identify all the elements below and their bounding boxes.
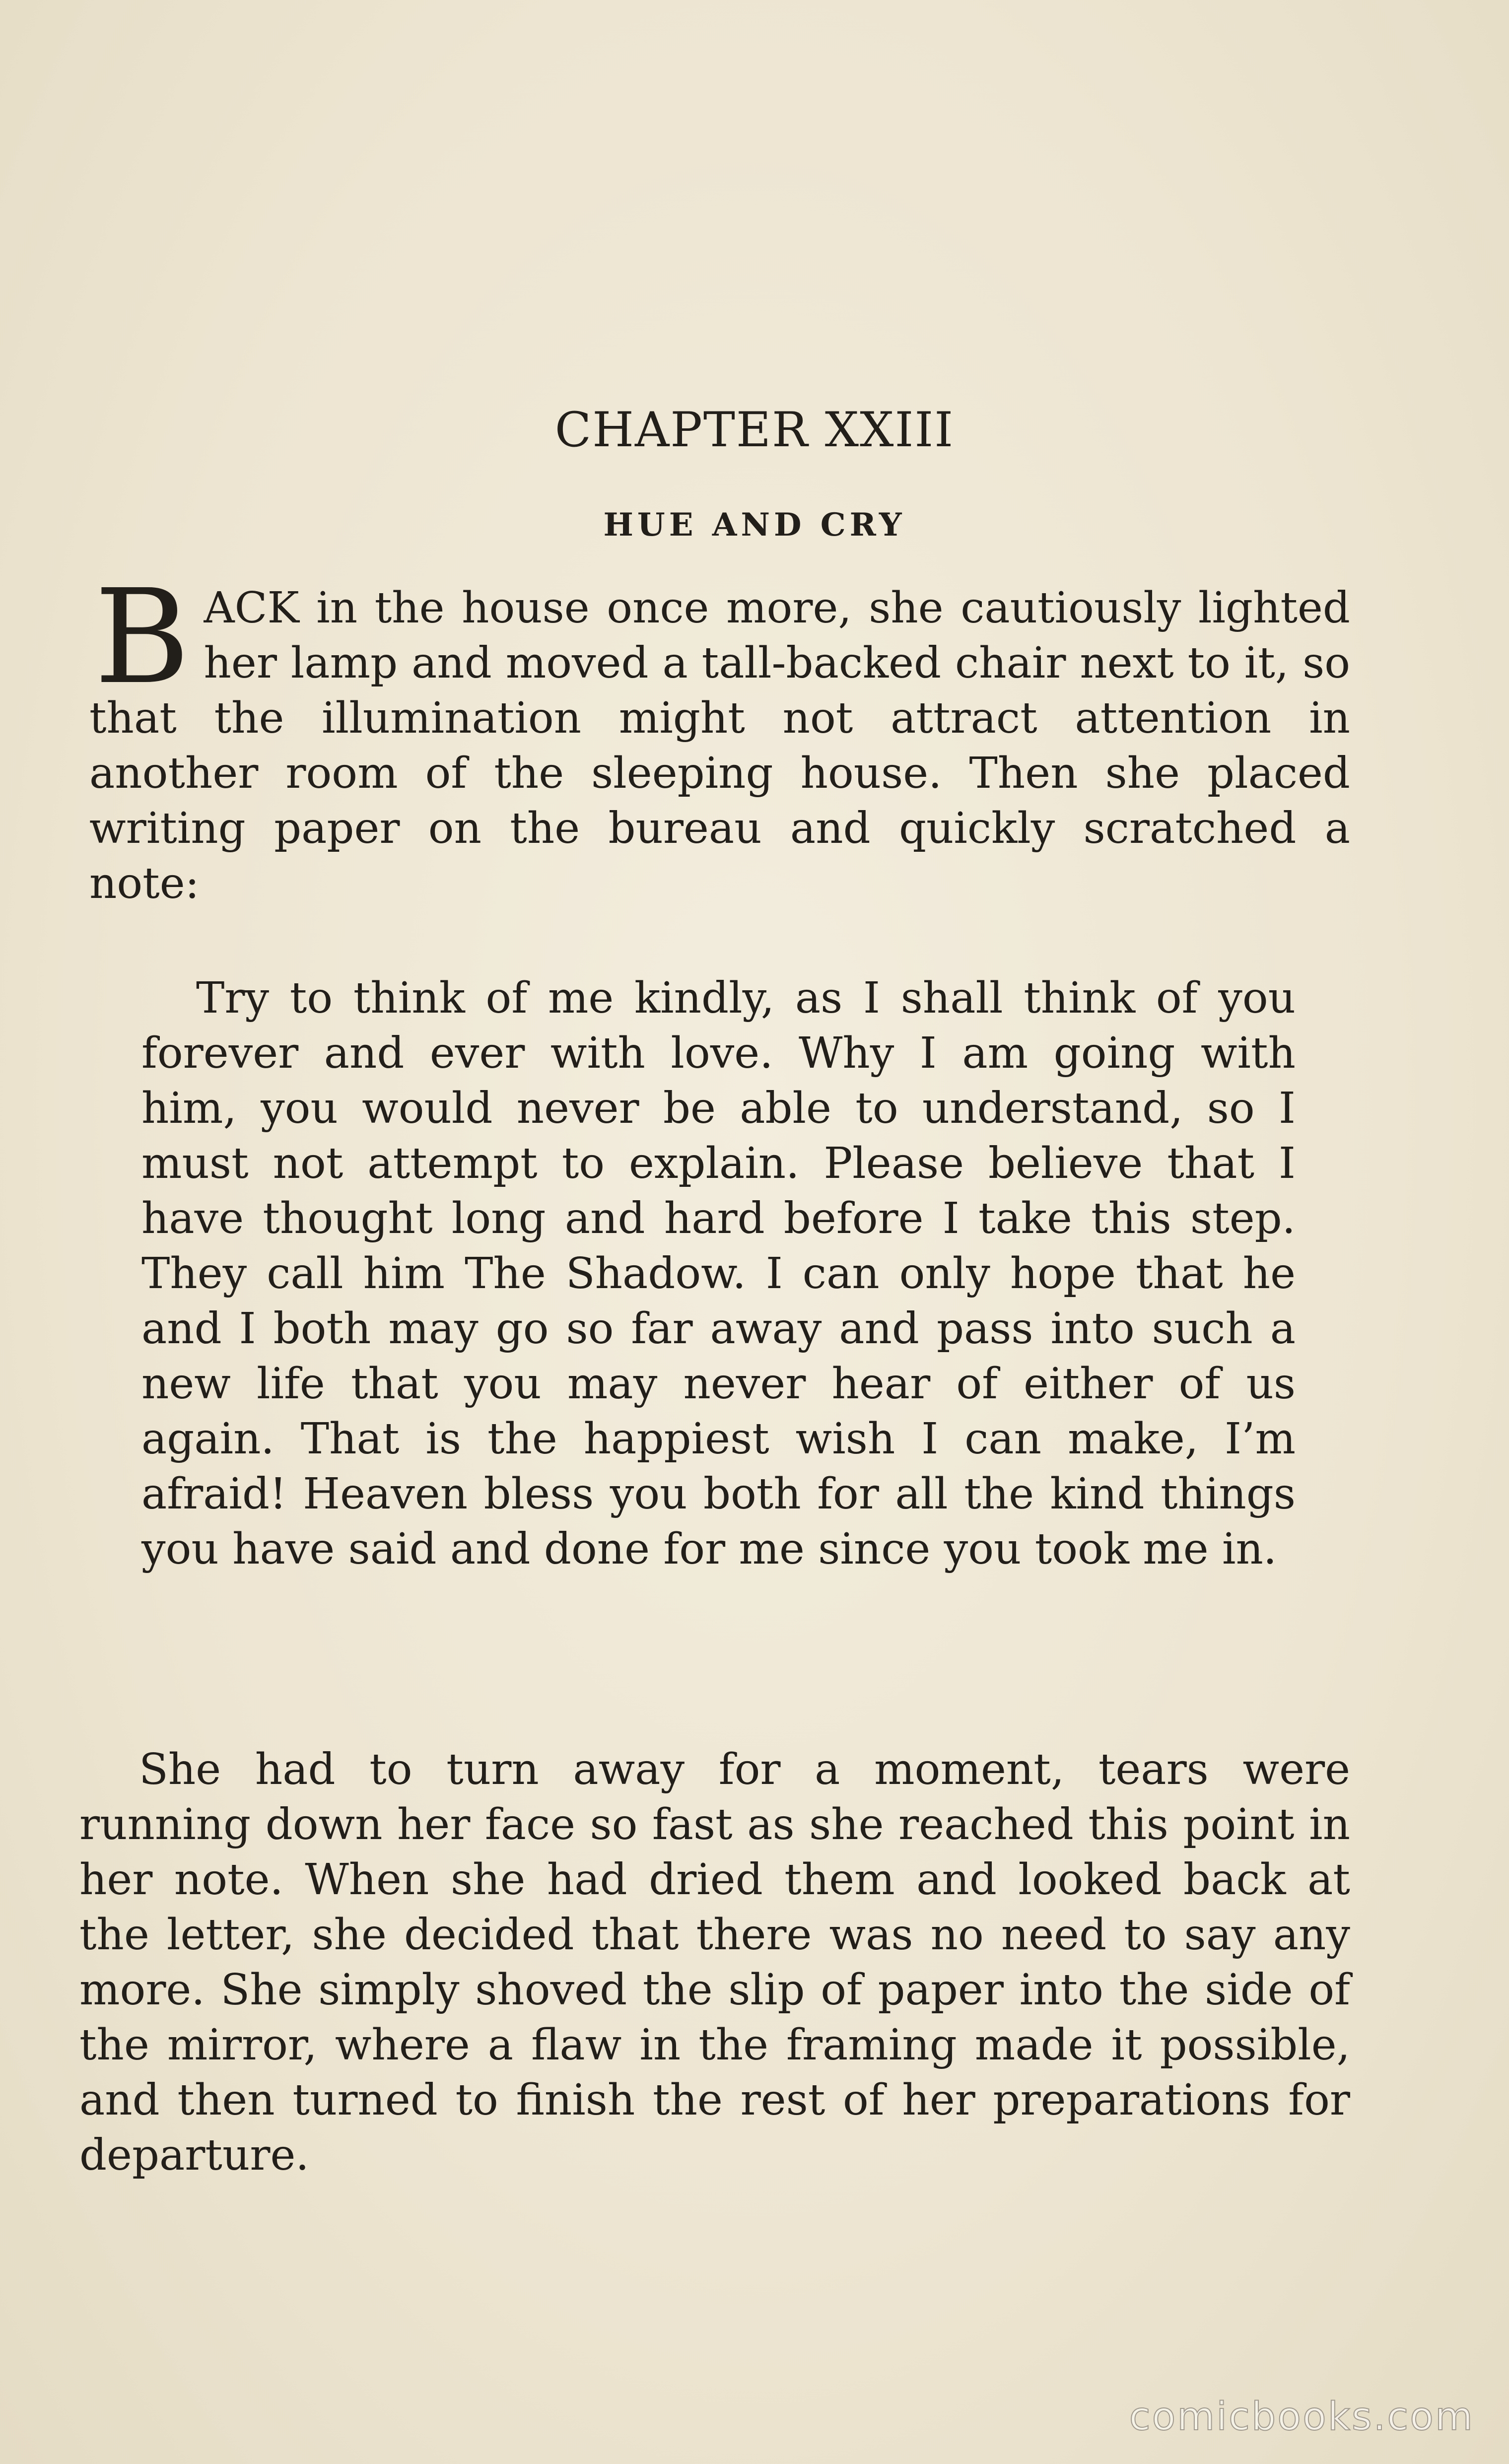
- watermark-logo: comicbooks.com: [1129, 2395, 1474, 2439]
- note-letter: Try to think of me kindly, as I shall think of you forever and ever with love. Why I am going with him, you would never be able to understand, so I must not attempt to explain. Please believe that I have thought long and hard before I take this step. They call him The Shadow. I can only hope that he and I both may go so far away and pass into such a new life that you may never hear of either of us again. That is the happiest wish I can make, I’m afraid! Heaven bless you both for all the kind things you have said and done for me since you took me in.: [141, 973, 1296, 1574]
- chapter-title: CHAPTER XXIII: [554, 402, 955, 458]
- drop-cap: B: [94, 561, 190, 713]
- opening-paragraph: [89, 561, 1350, 911]
- chapter-subtitle: HUE AND CRY: [603, 506, 906, 544]
- opening-paragraph-text: ACK in the house once more, she cautiously lighted her lamp and moved a tall-backed chair next to it, so that the illumination might not attract attention in another room of the sleeping house. Then she placed writing paper on the bureau and quickly scratched a note:: [89, 583, 1350, 908]
- closing-paragraph: She had to turn away for a moment, tears were running down her face so fast as she reached this point in her note. When she had dried them and looked back at the letter, she decided that there was no need to say any more. She simply shoved the slip of paper into the side of the mirror, where a flaw in the framing made it possible, and then turned to finish the rest of her preparations for departure.: [79, 1745, 1350, 2180]
